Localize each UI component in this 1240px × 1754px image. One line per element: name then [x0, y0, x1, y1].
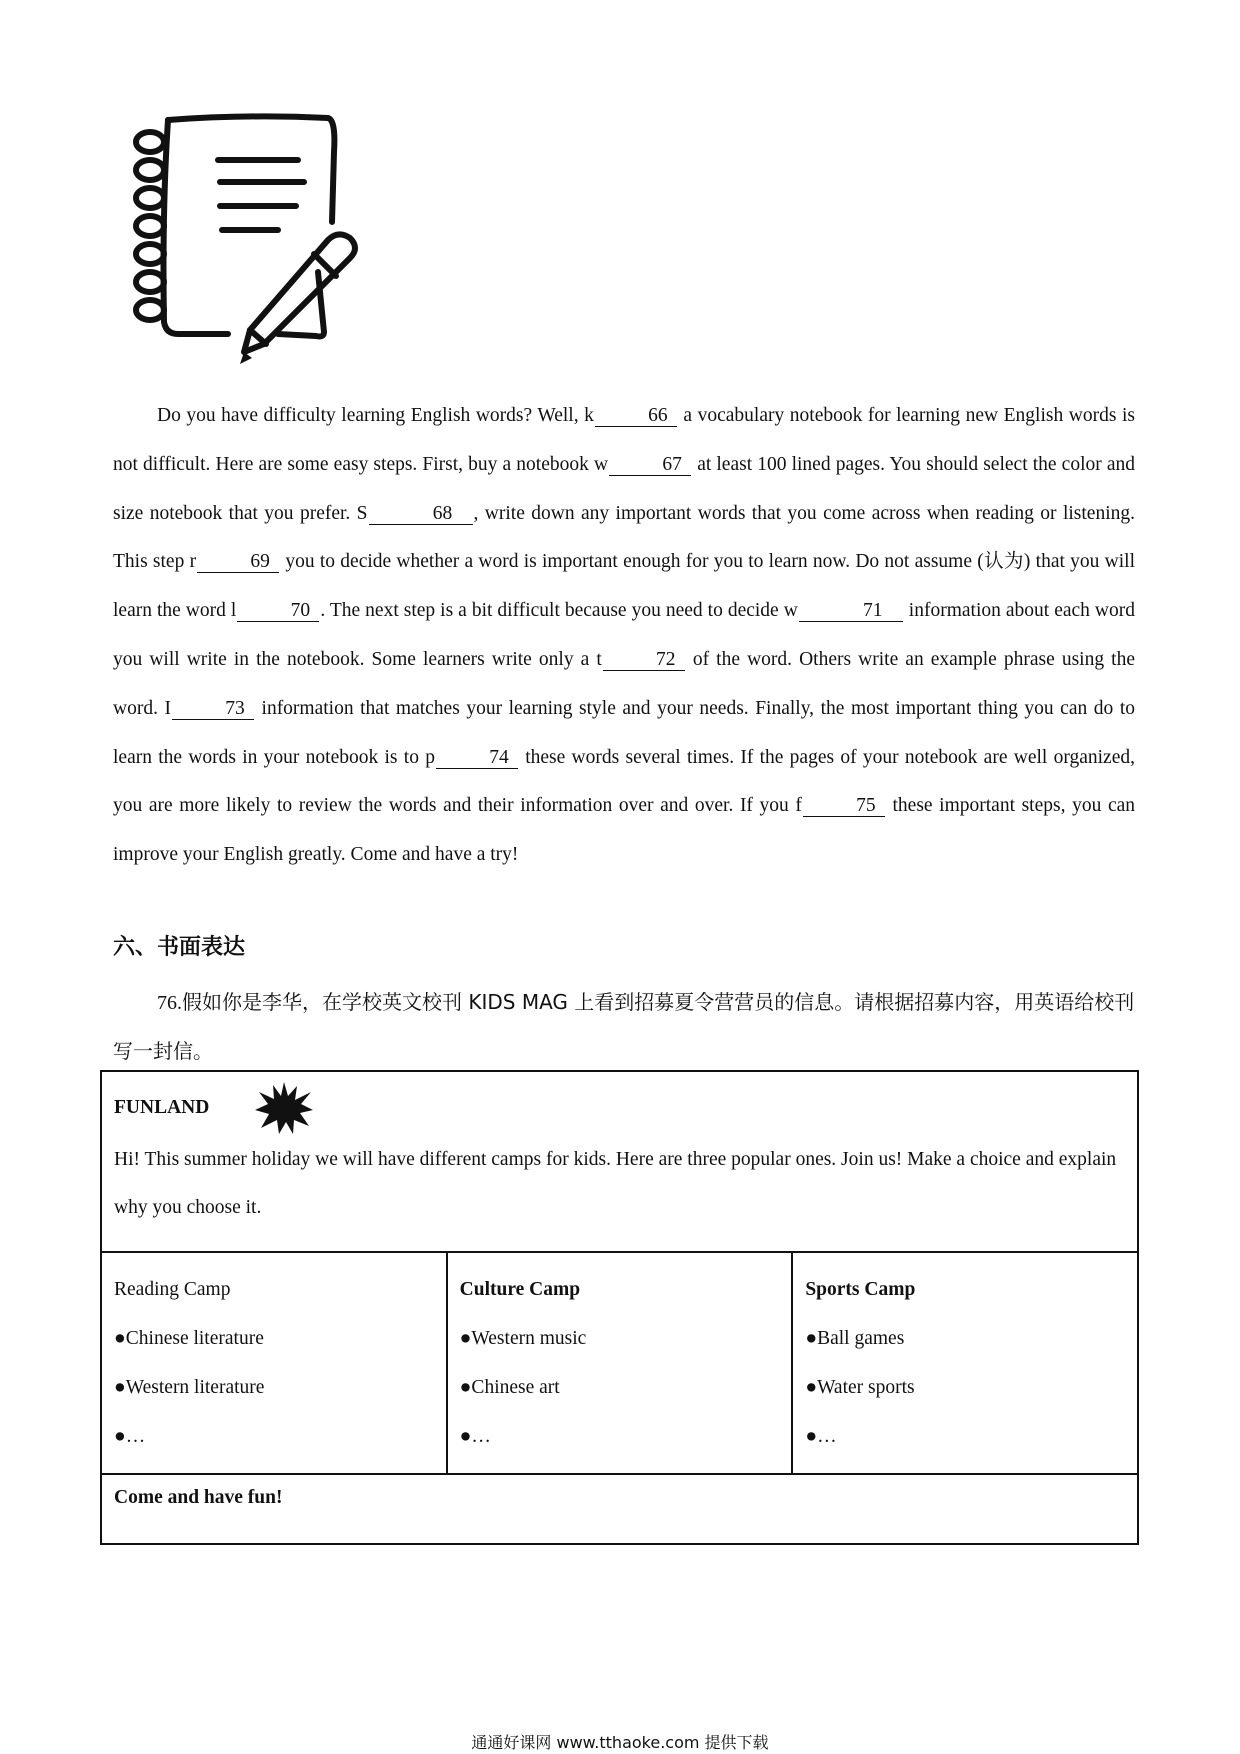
camp-title: Reading Camp	[114, 1279, 231, 1300]
passage-text: , write down any important words that you come across when reading or listening. This step r	[113, 502, 1135, 573]
camp-item: ●…	[114, 1426, 146, 1447]
passage-text: you to decide whether a word is important enough for you to learn now. Do not assume (认为) that you will learn the word l	[113, 551, 1135, 622]
task-text: 假如你是李华，在学校英文校刊 KIDS MAG 上看到招募夏令营营员的信息。请根据招募内容，用英语给校刊写一封信。	[113, 990, 1135, 1063]
camp-item: ●Water sports	[805, 1377, 915, 1398]
advert-closing: Come and have fun!	[101, 1474, 1138, 1544]
camp-item: ●Chinese art	[459, 1377, 560, 1398]
advert-intro: Hi! This summer holiday we will have different camps for kids. Here are three popular ones. Join us! Make a choice and explain why you choose it.	[114, 1149, 1117, 1218]
passage-text: information that matches your learning style and your needs. Finally, the most important thing you can do to learn the words in your notebook is to p	[113, 697, 1135, 768]
camp-advert-table	[100, 1070, 1139, 1545]
blank-75[interactable]: 75	[803, 796, 885, 817]
camp-title: Sports Camp	[805, 1279, 916, 1300]
blank-71[interactable]: 71	[799, 601, 903, 622]
page-footer: 通通好课网 www.tthaoke.com 提供下载	[471, 1733, 769, 1752]
blank-69[interactable]: 69	[197, 552, 279, 573]
blank-72[interactable]: 72	[603, 650, 685, 671]
blank-68[interactable]: 68	[369, 504, 473, 525]
camp-item: ●Chinese literature	[114, 1328, 264, 1349]
blank-73[interactable]: 73	[172, 699, 254, 720]
passage-text: at least 100 lined pages. You should select the color and size notebook that you prefer. S	[113, 453, 1135, 524]
camp-title: Culture Camp	[459, 1279, 581, 1300]
camp-item: ●Ball games	[805, 1328, 905, 1349]
blank-70[interactable]: 70	[237, 601, 319, 622]
brand-name: FUNLAND	[114, 1097, 210, 1118]
passage-text: information about each word you will write in the notebook. Some learners write only a t	[113, 600, 1135, 670]
notebook-pencil-icon	[128, 112, 368, 372]
camp-reading	[101, 1252, 447, 1474]
blank-66[interactable]: 66	[595, 406, 677, 427]
passage-text: these words several times. If the pages of your notebook are well organized, you are more likely to review the words and their information over and over. If you f	[113, 746, 1135, 817]
passage-text: a vocabulary notebook for learning new English words is not difficult. Here are some easy steps. First, buy a notebook w	[113, 405, 1135, 475]
passage-text: these important steps, you can improve your English greatly. Come and have a try!	[113, 795, 1135, 866]
camp-item: ●Western music	[459, 1328, 587, 1349]
passage-text: of the word. Others write an example phrase using the word. I	[113, 648, 1135, 719]
camp-item: ●…	[805, 1426, 837, 1447]
camp-item: ●Western literature	[114, 1377, 265, 1398]
blank-67[interactable]: 67	[609, 455, 691, 476]
cloze-passage	[113, 392, 1135, 880]
passage-text: . The next step is a bit difficult because you need to decide w	[320, 600, 798, 622]
writing-task	[113, 978, 1135, 1075]
starburst-icon	[255, 1082, 313, 1134]
camp-culture	[447, 1252, 793, 1474]
passage-text: Do you have difficulty learning English words? Well, k	[157, 405, 594, 426]
camp-item: ●…	[459, 1426, 491, 1447]
blank-74[interactable]: 74	[436, 748, 518, 769]
task-number: 76.	[157, 992, 182, 1014]
section-title: 六、书面表达	[113, 935, 246, 960]
advert-header-cell	[101, 1071, 1138, 1252]
camp-sports	[792, 1252, 1138, 1474]
